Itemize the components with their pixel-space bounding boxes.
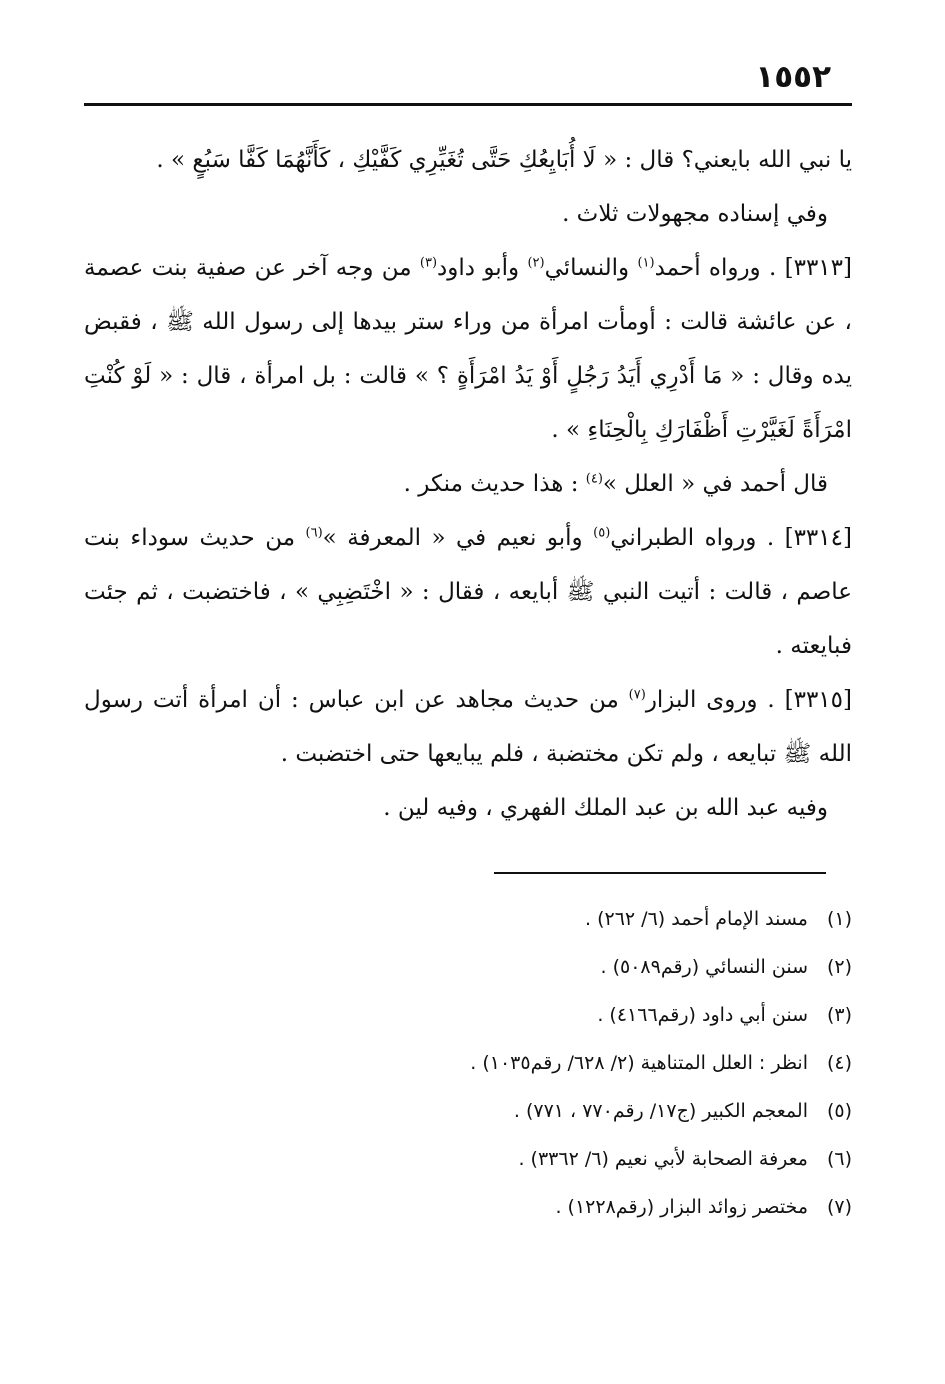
footnote-number: (٤) (826, 1052, 852, 1074)
ilal-note (84, 457, 852, 511)
footnote-text: سنن النسائي (رقم٥٠٨٩) . (600, 956, 808, 978)
hadith-3313-head: [٣٣١٣] . ورواه أحمد (654, 255, 852, 281)
hadith-3315-head: [٣٣١٥] . وروى البزار (645, 687, 852, 713)
hadith-3314-text-1: وأبو نعيم في « المعرفة » (322, 525, 594, 551)
closing-note: وفيه عبد الله بن عبد الملك الفهري ، وفيه لين . (383, 795, 828, 821)
footnote-text: معرفة الصحابة لأبي نعيم (٦/ ٣٣٦٢) . (518, 1148, 808, 1170)
footnote-ref-2[interactable]: (٢) (527, 255, 545, 271)
hadith-3313-text-3: من وجه آخر عن صفية بنت عصمة ، عن عائشة قالت : أومأت امرأة من وراء ستر بيدها إلى رسول الله ﷺ ، فقبض يده وقال : « مَا أَدْرِي أَيَدُ رَجُلٍ أَوْ يَدُ امْرَأَةٍ ؟ » قالت : بل امرأة ، قال : « لَوْ كُنْتِ امْرَأَةً لَغَيَّرْتِ أَظْفَارَكِ بِالْحِنَاءِ » . (84, 255, 852, 443)
hadith-3314 (84, 511, 852, 673)
hadith-3313-text-1: والنسائي (544, 255, 638, 281)
footnote-ref-4[interactable]: (٤) (585, 471, 603, 487)
footnote-text: المعجم الكبير (ج١٧/ رقم٧٧٠ ، ٧٧١) . (513, 1100, 808, 1122)
ilal-text-2: : هذا حديث منكر . (403, 471, 586, 497)
ilal-text-1: قال أحمد في « العلل » (602, 471, 828, 497)
footnotes (180, 895, 852, 1231)
footnote-number: (٧) (826, 1196, 852, 1218)
footnote-number: (٢) (826, 956, 852, 978)
footnote-ref-5[interactable]: (٥) (593, 525, 611, 541)
footnote-number: (٣) (826, 1004, 852, 1026)
hadith-3313-text-2: وأبو داود (437, 255, 528, 281)
hadith-3315-text-1: من حديث مجاهد عن ابن عباس : أن امرأة أتت رسول الله ﷺ تبايعه ، ولم تكن مختضبة ، فلم يبايعها حتى اختضبت . (84, 687, 852, 767)
header-rule (84, 103, 852, 106)
footnote-3 (180, 991, 852, 1039)
footnote-ref-3[interactable]: (٣) (419, 255, 438, 271)
footnote-rule (494, 872, 826, 874)
footnote-text: مختصر زوائد البزار (رقم١٢٢٨) . (555, 1196, 808, 1218)
footnote-4 (180, 1039, 852, 1087)
footnote-text: مسند الإمام أحمد (٦/ ٢٦٢) . (585, 908, 808, 930)
footnote-ref-7[interactable]: (٧) (628, 687, 646, 703)
footnote-ref-1[interactable]: (١) (637, 255, 655, 271)
hadith-3314-text-2: من حديث سوداء بنت عاصم ، قالت : أتيت النبي ﷺ أبايعه ، فقال : « اخْتَضِبِي » ، فاختضبت ، ثم جئت فبايعته . (84, 525, 852, 659)
footnote-text: انظر : العلل المتناهية (٢/ ٦٢٨/ رقم١٠٣٥) . (470, 1052, 808, 1074)
footnote-number: (٦) (826, 1148, 852, 1170)
footnote-7 (180, 1183, 852, 1231)
footnote-text: سنن أبي داود (رقم٤١٦٦) . (597, 1004, 808, 1026)
footnote-2 (180, 943, 852, 991)
footnote-5 (180, 1087, 852, 1135)
hadith-3313 (84, 241, 852, 457)
footnote-ref-6[interactable]: (٦) (305, 525, 323, 541)
footnote-6 (180, 1135, 852, 1183)
hadith-3315 (84, 673, 852, 781)
main-text (84, 133, 852, 835)
hadith-3314-head: [٣٣١٤] . ورواه الطبراني (610, 525, 852, 551)
footnote-1 (180, 895, 852, 943)
footnote-number: (١) (826, 908, 852, 930)
hadith-continuation: يا نبي الله بايعني؟ قال : « لَا أُبَايِعُكِ حَتَّى تُغَيِّرِي كَفَّيْكِ ، كَأَنَّهُمَا كَفَّا سَبُعٍ » . (156, 147, 852, 173)
isnad-note: وفي إسناده مجهولات ثلاث . (562, 201, 828, 227)
footnote-number: (٥) (826, 1100, 852, 1122)
page-number: ١٥٥٢ (755, 59, 831, 95)
